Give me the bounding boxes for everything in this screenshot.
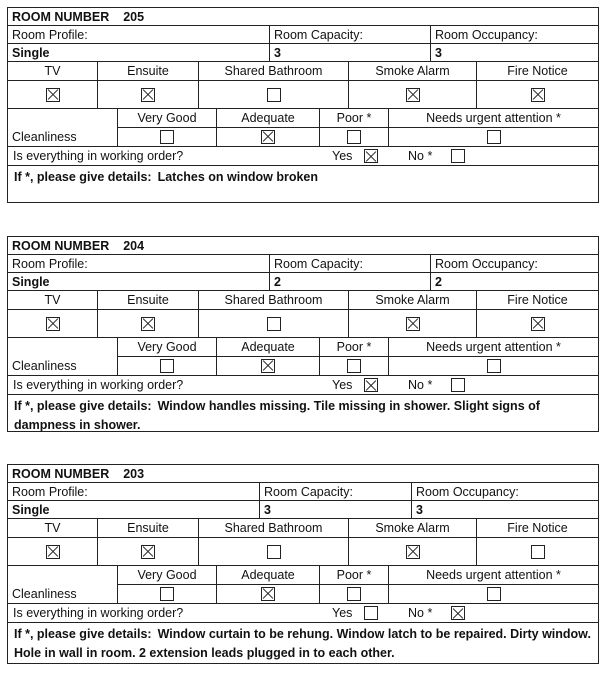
details-prefix: If *, please give details: bbox=[14, 170, 152, 184]
cleanliness-checkbox[interactable] bbox=[347, 587, 361, 601]
cleanliness-option-checkbox-cell bbox=[389, 357, 598, 375]
amenity-checkbox-cell bbox=[98, 81, 199, 108]
amenity-label: Fire Notice bbox=[507, 521, 568, 535]
amenity-label: Smoke Alarm bbox=[349, 62, 477, 80]
cleanliness-option-checkbox-cell bbox=[320, 585, 388, 603]
cleanliness-option-label: Very Good bbox=[118, 109, 216, 128]
amenity-label: Shared Bathroom bbox=[199, 519, 349, 537]
amenity-checkbox[interactable] bbox=[406, 88, 420, 102]
room-number-header bbox=[8, 237, 598, 254]
amenity-label: Ensuite bbox=[98, 62, 199, 80]
cleanliness-checkbox[interactable] bbox=[347, 130, 361, 144]
amenity-checkbox-cell bbox=[8, 538, 98, 565]
cleanliness-option bbox=[217, 109, 320, 146]
amenity-checkbox[interactable] bbox=[406, 317, 420, 331]
working-yes-checkbox[interactable] bbox=[364, 149, 378, 163]
amenity-label: Smoke Alarm bbox=[349, 291, 477, 309]
cleanliness-option-label: Poor * bbox=[320, 109, 388, 128]
amenities-labels-row bbox=[8, 291, 598, 310]
amenity-label: Smoke Alarm bbox=[349, 519, 477, 537]
amenity-checkbox-cell bbox=[349, 81, 477, 108]
cleanliness-row bbox=[8, 566, 598, 604]
room-number-label: ROOM NUMBER bbox=[12, 238, 110, 253]
working-order-question: Is everything in working order? bbox=[13, 149, 184, 163]
cleanliness-row bbox=[8, 109, 598, 147]
amenities-checkboxes-row bbox=[8, 310, 598, 338]
room-number-header bbox=[8, 8, 598, 25]
cleanliness-label: Cleanliness bbox=[8, 109, 118, 146]
amenity-label: Shared Bathroom bbox=[199, 291, 349, 309]
amenity-checkbox[interactable] bbox=[531, 88, 545, 102]
room-occupancy-label: Room Occupancy: bbox=[435, 256, 538, 271]
details-prefix: If *, please give details: bbox=[14, 399, 152, 413]
amenity-checkbox[interactable] bbox=[267, 88, 281, 102]
amenity-checkbox[interactable] bbox=[141, 317, 155, 331]
cleanliness-option-checkbox-cell bbox=[389, 128, 598, 146]
room-number-row bbox=[8, 237, 598, 255]
cleanliness-checkbox[interactable] bbox=[160, 359, 174, 373]
room-info-values-row bbox=[8, 44, 598, 62]
cleanliness-checkbox[interactable] bbox=[160, 587, 174, 601]
room-occupancy-value: 2 bbox=[435, 274, 442, 289]
room-profile-value: Single bbox=[8, 273, 270, 290]
room-card bbox=[7, 236, 599, 432]
working-yes-label: Yes bbox=[332, 378, 353, 392]
amenity-checkbox-cell bbox=[8, 310, 98, 337]
room-profile-label: Room Profile: bbox=[8, 255, 270, 272]
amenity-checkbox-cell bbox=[8, 81, 98, 108]
room-occupancy-value: 3 bbox=[416, 502, 423, 517]
room-number-value: 203 bbox=[123, 466, 145, 481]
room-capacity-label: Room Capacity: bbox=[270, 26, 431, 43]
amenity-label: TV bbox=[8, 291, 98, 309]
cleanliness-option-label: Needs urgent attention * bbox=[389, 566, 598, 585]
room-info-values-row bbox=[8, 501, 598, 519]
room-profile-value: Single bbox=[8, 501, 260, 518]
working-no-label: No * bbox=[408, 606, 433, 620]
working-order-row bbox=[8, 376, 598, 395]
cleanliness-option-checkbox-cell bbox=[389, 585, 598, 603]
room-profile-value: Single bbox=[8, 44, 270, 61]
amenity-checkbox-cell bbox=[349, 310, 477, 337]
room-capacity-label: Room Capacity: bbox=[260, 483, 412, 500]
working-order-row bbox=[8, 147, 598, 166]
amenity-label: Ensuite bbox=[98, 519, 199, 537]
details-row bbox=[8, 623, 598, 663]
details-prefix: If *, please give details: bbox=[14, 627, 152, 641]
amenity-checkbox-cell bbox=[199, 81, 349, 108]
room-profile-label: Room Profile: bbox=[8, 483, 260, 500]
cleanliness-option bbox=[118, 566, 217, 603]
room-occupancy-label: Room Occupancy: bbox=[416, 484, 519, 499]
room-number-value: 204 bbox=[123, 238, 145, 253]
cleanliness-checkbox[interactable] bbox=[487, 359, 501, 373]
cleanliness-label: Cleanliness bbox=[8, 338, 118, 375]
working-no-checkbox[interactable] bbox=[451, 149, 465, 163]
amenity-checkbox[interactable] bbox=[267, 545, 281, 559]
room-capacity-value: 3 bbox=[270, 44, 431, 61]
amenity-checkbox[interactable] bbox=[531, 317, 545, 331]
amenity-checkbox[interactable] bbox=[531, 545, 545, 559]
amenity-label: Shared Bathroom bbox=[199, 62, 349, 80]
cleanliness-option-label: Very Good bbox=[118, 566, 216, 585]
details-text: Window curtain to be rehung. Window latch to be repaired. Dirty window. Hole in wall in room. 2 extension leads plugged in to each other. bbox=[14, 627, 591, 660]
cleanliness-checkbox[interactable] bbox=[160, 130, 174, 144]
cleanliness-checkbox[interactable] bbox=[487, 587, 501, 601]
cleanliness-option bbox=[389, 566, 598, 603]
amenity-checkbox-cell bbox=[477, 538, 598, 565]
cleanliness-option bbox=[320, 338, 389, 375]
cleanliness-option-checkbox-cell bbox=[217, 128, 319, 146]
cleanliness-option-checkbox-cell bbox=[118, 585, 216, 603]
cleanliness-option-label: Adequate bbox=[217, 338, 319, 357]
amenity-checkbox[interactable] bbox=[406, 545, 420, 559]
amenity-checkbox-cell bbox=[98, 310, 199, 337]
amenity-checkbox[interactable] bbox=[46, 317, 60, 331]
cleanliness-option bbox=[217, 566, 320, 603]
cleanliness-checkbox[interactable] bbox=[487, 130, 501, 144]
room-capacity-value: 3 bbox=[260, 501, 412, 518]
amenities-checkboxes-row bbox=[8, 81, 598, 109]
cleanliness-option bbox=[389, 338, 598, 375]
cleanliness-option bbox=[118, 338, 217, 375]
cleanliness-option-label: Needs urgent attention * bbox=[389, 109, 598, 128]
cleanliness-option-label: Poor * bbox=[320, 338, 388, 357]
room-number-row bbox=[8, 8, 598, 26]
cleanliness-option bbox=[389, 109, 598, 146]
working-yes-checkbox[interactable] bbox=[364, 378, 378, 392]
cleanliness-checkbox[interactable] bbox=[261, 130, 275, 144]
cleanliness-option-checkbox-cell bbox=[118, 357, 216, 375]
amenity-checkbox[interactable] bbox=[267, 317, 281, 331]
amenity-checkbox[interactable] bbox=[46, 88, 60, 102]
amenities-labels-row bbox=[8, 62, 598, 81]
amenity-checkbox[interactable] bbox=[141, 88, 155, 102]
working-no-label: No * bbox=[408, 378, 433, 392]
details-text: Latches on window broken bbox=[157, 170, 318, 184]
working-no-checkbox[interactable] bbox=[451, 606, 465, 620]
details-text: Window handles missing. Tile missing in shower. Slight signs of dampness in shower. bbox=[14, 399, 540, 432]
amenity-label: Fire Notice bbox=[507, 64, 568, 78]
cleanliness-option-label: Poor * bbox=[320, 566, 388, 585]
details-row bbox=[8, 395, 598, 431]
amenity-checkbox-cell bbox=[349, 538, 477, 565]
working-yes-label: Yes bbox=[332, 149, 353, 163]
amenity-label: TV bbox=[8, 519, 98, 537]
cleanliness-option-label: Needs urgent attention * bbox=[389, 338, 598, 357]
amenity-checkbox-cell bbox=[98, 538, 199, 565]
cleanliness-option bbox=[320, 566, 389, 603]
cleanliness-option-checkbox-cell bbox=[118, 128, 216, 146]
room-info-values-row bbox=[8, 273, 598, 291]
cleanliness-checkbox[interactable] bbox=[261, 587, 275, 601]
cleanliness-label: Cleanliness bbox=[8, 566, 118, 603]
room-number-label: ROOM NUMBER bbox=[12, 466, 110, 481]
amenity-checkbox[interactable] bbox=[141, 545, 155, 559]
cleanliness-option bbox=[118, 109, 217, 146]
room-number-row bbox=[8, 465, 598, 483]
room-info-labels-row bbox=[8, 26, 598, 44]
cleanliness-option-checkbox-cell bbox=[217, 357, 319, 375]
cleanliness-row bbox=[8, 338, 598, 376]
room-occupancy-value: 3 bbox=[435, 45, 442, 60]
cleanliness-option-checkbox-cell bbox=[320, 357, 388, 375]
working-order-row bbox=[8, 604, 598, 623]
room-number-header bbox=[8, 465, 598, 482]
working-yes-checkbox[interactable] bbox=[364, 606, 378, 620]
cleanliness-option-label: Adequate bbox=[217, 566, 319, 585]
room-info-labels-row bbox=[8, 255, 598, 273]
amenity-label: Ensuite bbox=[98, 291, 199, 309]
amenity-label: TV bbox=[8, 62, 98, 80]
cleanliness-checkbox[interactable] bbox=[347, 359, 361, 373]
details-row bbox=[8, 166, 598, 202]
cleanliness-option-checkbox-cell bbox=[217, 585, 319, 603]
cleanliness-option bbox=[217, 338, 320, 375]
room-number-label: ROOM NUMBER bbox=[12, 9, 110, 24]
room-number-value: 205 bbox=[123, 9, 145, 24]
working-order-question: Is everything in working order? bbox=[13, 606, 184, 620]
amenity-checkbox[interactable] bbox=[46, 545, 60, 559]
working-no-label: No * bbox=[408, 149, 433, 163]
amenities-labels-row bbox=[8, 519, 598, 538]
room-card bbox=[7, 464, 599, 664]
working-no-checkbox[interactable] bbox=[451, 378, 465, 392]
cleanliness-option-checkbox-cell bbox=[320, 128, 388, 146]
amenity-checkbox-cell bbox=[477, 81, 598, 108]
room-capacity-label: Room Capacity: bbox=[270, 255, 431, 272]
amenity-checkbox-cell bbox=[477, 310, 598, 337]
cleanliness-option-label: Adequate bbox=[217, 109, 319, 128]
cleanliness-option bbox=[320, 109, 389, 146]
working-yes-label: Yes bbox=[332, 606, 353, 620]
room-capacity-value: 2 bbox=[270, 273, 431, 290]
amenity-checkbox-cell bbox=[199, 538, 349, 565]
cleanliness-option-label: Very Good bbox=[118, 338, 216, 357]
amenity-label: Fire Notice bbox=[507, 293, 568, 307]
room-info-labels-row bbox=[8, 483, 598, 501]
room-occupancy-label: Room Occupancy: bbox=[435, 27, 538, 42]
amenity-checkbox-cell bbox=[199, 310, 349, 337]
room-card bbox=[7, 7, 599, 203]
amenities-checkboxes-row bbox=[8, 538, 598, 566]
working-order-question: Is everything in working order? bbox=[13, 378, 184, 392]
room-profile-label: Room Profile: bbox=[8, 26, 270, 43]
cleanliness-checkbox[interactable] bbox=[261, 359, 275, 373]
